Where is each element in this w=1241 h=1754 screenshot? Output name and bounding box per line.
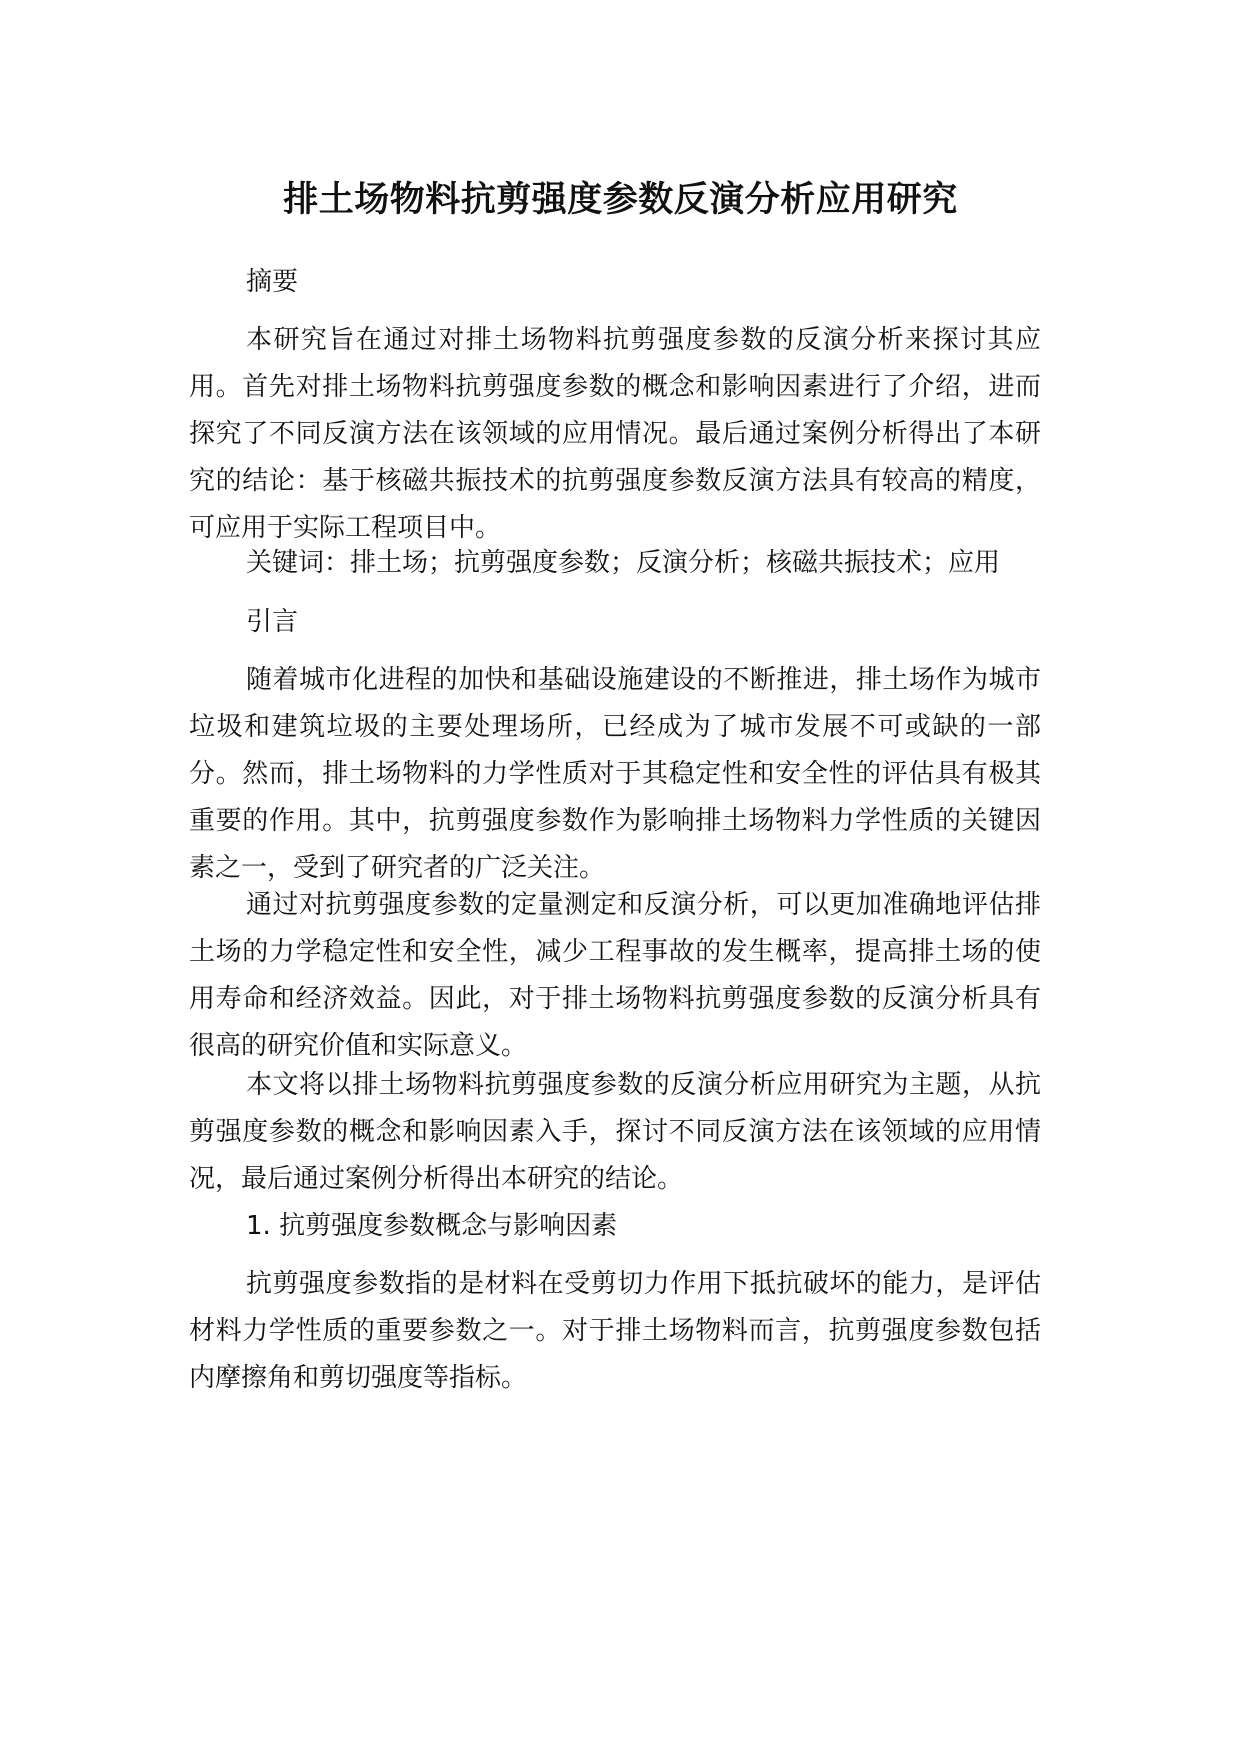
intro-paragraph-1: 随着城市化进程的加快和基础设施建设的不断推进，排土场作为城市垃圾和建筑垃圾的主要处理场所，已经成为了城市发展不可或缺的一部分。然而，排土场物料的力学性质对于其稳定性和安全性的评估具有极其重要的作用。其中，抗剪强度参数作为影响排土场物料力学性质的关键因素之一，受到了研究者的广泛关注。 <box>189 665 1041 883</box>
abstract-heading: 摘要 <box>246 267 299 297</box>
section-1-heading: 1. 抗剪强度参数概念与影响因素 <box>246 1211 618 1241</box>
section-1-paragraph-1: 抗剪强度参数指的是材料在受剪切力作用下抵抗破坏的能力，是评估材料力学性质的重要参数之一。对于排土场物料而言，抗剪强度参数包括内摩擦角和剪切强度等指标。 <box>189 1269 1041 1393</box>
document-title: 排土场物料抗剪强度参数反演分析应用研究 <box>283 180 958 220</box>
intro-paragraph-2: 通过对抗剪强度参数的定量测定和反演分析，可以更加准确地评估排土场的力学稳定性和安全性，减少工程事故的发生概率，提高排土场的使用寿命和经济效益。因此，对于排土场物料抗剪强度参数的反演分析具有很高的研究价值和实际意义。 <box>189 890 1041 1061</box>
abstract-paragraph: 本研究旨在通过对排土场物料抗剪强度参数的反演分析来探讨其应用。首先对排土场物料抗剪强度参数的概念和影响因素进行了介绍，进而探究了不同反演方法在该领域的应用情况。最后通过案例分析得出了本研究的结论：基于核磁共振技术的抗剪强度参数反演方法具有较高的精度，可应用于实际工程项目中。 <box>189 325 1041 543</box>
keywords-line: 关键词：排土场；抗剪强度参数；反演分析；核磁共振技术；应用 <box>246 548 1001 578</box>
intro-heading: 引言 <box>246 607 299 637</box>
intro-paragraph-3: 本文将以排土场物料抗剪强度参数的反演分析应用研究为主题，从抗剪强度参数的概念和影响因素入手，探讨不同反演方法在该领域的应用情况，最后通过案例分析得出本研究的结论。 <box>189 1070 1041 1194</box>
